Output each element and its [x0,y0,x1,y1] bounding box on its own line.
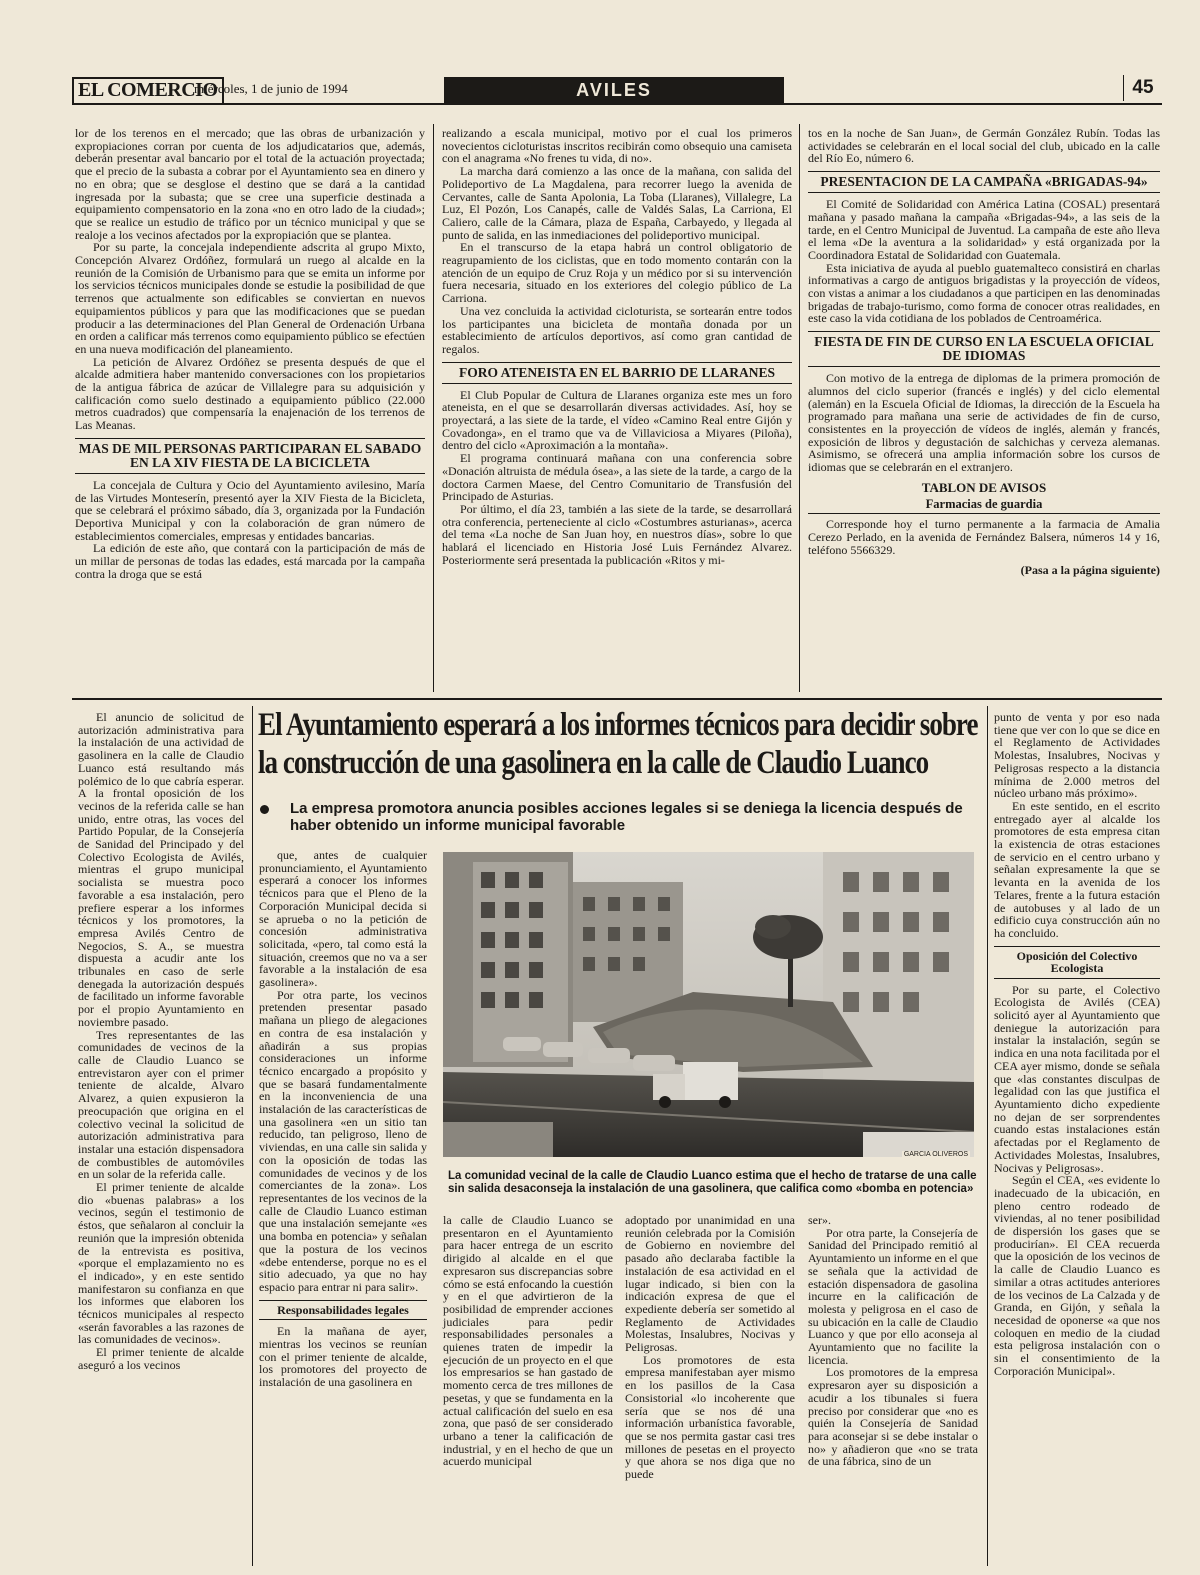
paragraph: En este sentido, en el escrito entregado ayer al alcalde los promotores de esta empresa citan la existencia de otras estaciones de servicio en el centro urbano y señalan expresamente la que se levanta en la avenida de los Telares, frente a la futura estación de autobuses y al lado de un edificio cuya construcción aún no ha concluido. [994,798,1160,940]
continued-note: (Pasa a la página siguiente) [1020,563,1160,578]
column-rule [252,706,253,1566]
top-column-3 [808,127,1160,577]
paragraph: realizando a escala municipal, motivo por el cual los primeros novecientos cicloturistas inscritos recibirán como obsequio una camiseta con el anagrama «No frenes tu vida, di no». [442,126,792,166]
headline-line: El Ayuntamiento esperará a los informes técnicos para decidir sobre [258,707,978,743]
headline-line: la construcción de una gasolinera en la calle de Claudio Luanco [258,745,929,781]
paragraph: La concejala de Cultura y Ocio del Ayuntamiento avilesino, María de las Virtudes Monteserín, presentó ayer la XIV Fiesta de la Bicicleta, que se celebrará el próximo sábado, día 3, organizada por la Fundación Deportiva Municipal y con la colaboración de gran número de establecimientos comerciales, empresas y entidades bancarias. [75,477,425,543]
notice-board-heading: TABLON DE AVISOS [921,479,1047,495]
story-column-6 [994,711,1160,1377]
paragraph: Tres representantes de las comunidades de vecinos de la calle de Claudio Luanco se entrevistaron ayer con el primer teniente de alcalde, Alvaro Alvarez, a quien expusieron la preocupación que origina en el colectivo vecinal la solicitud de autorización administrativa para instalar una estación dispensadora de combustibles de automóviles en un solar de la referida calle. [78,1027,244,1182]
story-column-4 [625,1214,795,1481]
story-column-3 [443,1214,613,1468]
street-photo [443,852,974,1157]
paragraph: Por último, el día 23, también a las siete de la tarde, se desarrollará otra conferencia, perteneciente al ciclo «Costumbres asturianas», acerca del tema «La noche de San Juan hoy, en nuestros días», sobre lo que hablará el licenciado en Historia José Luis Fernández Alvarez. Posteriormente será presentada la publicación «Ritos y mi- [442,501,792,567]
paragraph: Según el CEA, «es evidente lo inadecuado de la ubicación, en pleno centro rodeado de viviendas, al no tener posibilidad de dispersión los gases que se producirían». El CEA recuerda que la oposición de los vecinos de la calle de Claudio Luanco es similar a otras actitudes anteriores de los vecinos de La Calzada y de Granda, en Gijón, y señala la necesidad de oponerse «a que nos coloquen en medio de la ciudad esta peligrosa instalación con o sin el consentimiento de la Corporación Municipal». [994,1173,1160,1378]
column-rule [799,124,800,692]
paragraph: punto de venta y por eso nada tiene que ver con lo que se dice en el Reglamento de Actividades Molestas, Insalubres, Nocivas y Peligrosas respecto a la distancia mínima de 2.000 metros del núcleo urbano más próximo». [994,710,1160,801]
paragraph: El primer teniente de alcalde dio «buenas palabras» a los vecinos, según el testimonio de éstos, que señalaron al concluir la reunión que la impresión obtenida de la entrevista es positiva, «porque el emplazamiento no es el indicado», y en este sentido manifestaron su confianza en que los informes que elaboren los técnicos municipales al respecto «serán favorables a las razones de las comunidades de vecinos». [78,1180,244,1347]
paragraph: La edición de este año, que contará con la participación de más de un millar de personas de todas las edades, está marcada por la campaña contra la droga que se está [75,541,425,581]
paragraph: adoptado por unanimidad en una reunión celebrada por la Comisión de Gobierno en noviembre del pasado año declaraba factible la instalación de esa actividad en el lugar indicado, si bien con la indicación expresa de que el expediente debería ser sometido al Reglamento de Actividades Molestas, Insalubres, Nocivas y Peligrosas. [625,1213,795,1355]
paragraph: El primer teniente de alcalde aseguró a los vecinos [78,1345,244,1372]
section-divider [72,698,1162,700]
article-heading: FORO ATENEISTA EN EL BARRIO DE LLARANES [442,362,792,384]
paragraph: que, antes de cualquier pronunciamiento, el Ayuntamiento esperará a conocer los informes técnicos para que el Pleno de la Corporación Municipal decida si se aprueba o no la petición de concesión administrativa solicitada, «pero, tal como está la situación, creemos que no va a ser favorable a la instalación de esa gasolinera». [259,848,427,990]
pharmacy-heading: Farmacias de guardia [808,498,1160,514]
photo-caption: La comunidad vecinal de la calle de Claudio Luanco estima que el hecho de tratarse de una calle sin salida desaconseja la instalación de una gasolinera, que califica como «bomba en potencia» [448,1170,977,1195]
headline [258,706,978,782]
paragraph: Corresponde hoy el turno permanente a la farmacia de Amalia Cerezo Perlado, en la avenida de Fernández Balsera, números 14 y 16, teléfono 5566329. [808,517,1160,557]
story-column-2 [259,849,427,1389]
paragraph: En el transcurso de la etapa habrá un control obligatorio de reagrupamiento de los ciclistas, que en todo momento contarán con la atención de un equipo de Cruz Roja y un médico por si su intervención fuera necesaria, situado en los exteriores del colegio público de La Carriona. [442,240,792,306]
article-heading: FIESTA DE FIN DE CURSO EN LA ESCUELA OFICIAL DE IDIOMAS [808,331,1160,367]
article-heading: PRESENTACION DE LA CAMPAÑA «BRIGADAS-94» [808,171,1160,193]
story-column-5 [808,1214,978,1468]
subsection-heading: Oposición del Colectivo Ecologista [994,946,1160,979]
paragraph: El Comité de Solidaridad con América Latina (COSAL) presentará mañana y pasado mañana la campaña «Brigadas-94», a las seis de la tarde, en el Centro Municipal de Juventud. La campaña de este año lleva el lema «De la aventura a la solidaridad» y está organizada por la Coordinadora Estatal de Solidaridad con Guatemala. [808,197,1160,262]
photo-credit: GARCIA OLIVEROS [903,1151,968,1157]
top-column-1 [75,127,425,581]
publication-date: miércoles, 1 de junio de 1994 [194,81,348,96]
paragraph: La marcha dará comienzo a las once de la mañana, con salida del Polideportivo de La Magdalena, para recorrer luego la avenida de Cervantes, calle de Santa Apolonia, La Toba (Llaranes), Villalegre, La Luz, El Pozón, Los Canapés, calle de Valdés Salas, La Carriona, El Caliero, calle de la Cámara, plaza de España, Carbayedo, y llegada al punto de salida, en las inmediaciones del polideportivo municipal. [442,164,792,242]
page-number: 45 [1123,75,1162,101]
top-column-2 [442,127,792,567]
paragraph: En la mañana de ayer, mientras los vecinos se reunían con el primer teniente de alcalde, los promotores del proyecto de instalación de una gasolinera en [259,1324,427,1389]
paragraph: El anuncio de solicitud de autorización administrativa para la instalación de una actividad de gasolinera en la calle de Claudio Luanco está resultando más polémico de lo que cabría esperar. A la frontal oposición de los vecinos de la referida calle se han unido, entre otras, las voces del Partido Popular, de la Consejería de Sanidad del Principado y del Colectivo Ecologista de Avilés, mientras el grupo municipal socialista se muestra poco favorable a esa instalación, pero prefiere esperar a los informes técnicos y los promotores, la empresa Avilés Centro de Negocios, S. A., se muestra dispuesta a acudir ante los tribunales en caso de serle denegada la autorización después de facilitado un informe favorable por el propio Ayuntamiento en noviembre pasado. [78,710,244,1029]
column-rule [433,124,434,692]
paragraph: La petición de Alvarez Ordóñez se presenta después de que el alcalde admitiera haber mantenido conversaciones con los propietarios de la antigua fábrica de azúcar de Villalegre para su adquisición y calificación como suelo destinado a equipamiento público (22.000 metros cuadrados) que compensaría la enajenación de los terrenos de Las Meanas. [75,354,425,433]
section-title: AVILES [444,77,784,103]
street-photo-image [443,852,974,1157]
masthead [72,77,1162,105]
paragraph: Por otra parte, los vecinos pretenden presentar pasado mañana un pliego de alegaciones en contra de esa instalación y añadirán a sus propias consideraciones un informe técnico encargado a propósito y que se basará fundamentalmente en la inconveniencia de una instalación de las características de una gasolinera «en un sitio tan reducido, tan peligroso, lleno de viviendas, en una calle sin salida y con la oposición de todas las comunidades de vecinos y de los comerciantes de la zona». Los representantes de los vecinos de la calle de Claudio Luanco estiman que una instalación semejante «es una bomba en potencia» y señalan que la postura de los vecinos «debe entenderse, porque no es el sitio adecuado, ya que no hay espacio para entrar ni para salir». [259,987,427,1294]
paragraph: Con motivo de la entrega de diplomas de la primera promoción de alumnos del ciclo superior (francés e inglés) y del ciclo elemental (alemán) en la Escuela Oficial de Idiomas, la dirección de la Escuela ha programado para mañana una serie de actividades de fin de curso, consistentes en la proyección de vídeos de inglés, alemán y francés, exposición de libros y degustación de salchichas y cerveza alemanas. Asimismo, se ofrecerá una amplia información sobre los cursos de idiomas que se celebrarán en el extranjero. [808,371,1160,475]
story-column-1 [78,711,244,1372]
paragraph: Los promotores de la empresa expresaron ayer su disposición a acudir a los tibunales si fuera preciso por considerar que «no es quién la Consejería de Sanidad para aconsejar si se debe instalar o no» y añadieron que «no se trata de una fábrica, sino de un [808,1365,978,1469]
paragraph: Esta iniciativa de ayuda al pueblo guatemalteco consistirá en charlas informativas a cargo de antiguos brigadistas y la proyección de vídeos, con vistas a animar a los ciudadanos a que participen en las denominadas brigadas de trabajo-turismo, como forma de conocer otras realidades, en este caso la vida cotidiana de los poblados de Centroamérica. [808,260,1160,326]
newspaper-logo: EL COMERCIO [72,77,224,105]
paragraph: El Club Popular de Cultura de Llaranes organiza este mes un foro ateneista, en el que se desarrollarán diversas actividades. Así, hoy se proyectará, a las siete de la tarde, el vídeo «Camino Real entre Gijón y Covadonga», en el tramo que va de Villaviciosa a Miyares (Piloña), dentro del ciclo «Aproximación a la montaña». [442,387,792,453]
bullet-icon [260,805,269,814]
subsection-heading: Responsabilidades legales [259,1300,427,1321]
subheadline [260,800,980,834]
paragraph: la calle de Claudio Luanco se presentaron en el Ayuntamiento para hacer entrega de un escrito dirigido al alcalde en el que expresaron sus discrepancias sobre cómo se está enfocando la cuestión y en el que advirtieron de la posibilidad de emprender acciones judiciales para pedir responsabilidades personales a quienes traten de impedir la ejecución de un proyecto en el que los empresarios se han gastado de momento cerca de tres millones de pesetas, y que se fundamenta en la actual calificación del suelo en esa zona, que pasó de ser considerado urbano a tener la calificación de industrial, y en el hecho de que un acuerdo municipal [443,1213,613,1469]
column-rule [987,706,988,1566]
paragraph: tos en la noche de San Juan», de Germán González Rubín. Todas las actividades se celebrarán en el local social del club, ubicado en la calle del Río Eo, número 6. [808,126,1160,166]
article-heading: MAS DE MIL PERSONAS PARTICIPARAN EL SABADO EN LA XIV FIESTA DE LA BICICLETA [75,438,425,474]
paragraph: lor de los terenos en el mercado; que las obras de urbanización y expropiaciones corran por cuenta de los adjudicatarios que, además, deberán presentar aval bancario por el total de la actuación proyectada; que el precio de la subasta a cobrar por el Ayuntamiento sea en dinero y no en obra; que se desglose el destino que se dará a la cantidad ingresada por la subasta; que se cree una superficie destinada a equipamiento compensatorio en la zona «no en otro lado de la ciudad»; que se realice un estudio de tráfico por un técnico municipal y que se realoje a los vecinos afectados por la expropiación que se plantea. [75,126,425,242]
paragraph: Por otra parte, la Consejería de Sanidad del Principado remitió al Ayuntamiento un informe en el que se señala que la actividad de estación dispensadora de gasolina incurre en la calificación de molesta y peligrosa en el caso de su ubicación en la calle de Claudio Luanco y que por ello aconseja al Ayuntamiento que no facilite la licencia. [808,1225,978,1367]
paragraph: Por su parte, el Colectivo Ecologista de Avilés (CEA) solicitó ayer al Ayuntamiento que deniegue la autorización para instalar la instalación, según se indica en una nota facilitada por el CEA ayer mismo, donde se señala que «las constantes disculpas de legalidad con las que justifica el Ayuntamiento dicho expediente no dejan de ser sorprendentes cuando estas instalaciones están afectadas por el Reglamento de Actividades Molestas, Insalubres, Nocivas y Peligrosas». [994,982,1160,1175]
paragraph: Los promotores de esta empresa manifestaban ayer mismo en los pasillos de la Casa Consistorial «lo incoherente que sería que se nos dé una información urbanística favorable, que se nos permita gastar casi tres millones de pesetas en el proyecto y que ahora se nos diga que no puede [625,1352,795,1482]
paragraph: ser». [808,1213,831,1227]
paragraph: Por su parte, la concejala independiente adscrita al grupo Mixto, Concepción Alvarez Ordóñez, formulará un ruego al alcalde en la reunión de la Comisión de Urbanismo para que se emita un informe por los servicios técnicos municipales donde se estudie la posibilidad de que terrenos que actualmente son edificables se conviertan en nuevos equipamientos públicos y para que las modificaciones que se puedan producir a las determinaciones del Plan General de Ordenación Urbana en orden a calificar más terrenos como equipamiento público se efectúen en una nueva modificación del planeamiento. [75,240,425,356]
subheadline-text: La empresa promotora anuncia posibles acciones legales si se deniega la licencia después de haber obtenido un informe municipal favorable [290,800,963,834]
paragraph: Una vez concluida la actividad cicloturista, se sortearán entre todos los participantes una bicicleta de montaña donada por un establecimiento de artículos deportivos, así como gran cantidad de regalos. [442,303,792,356]
paragraph: El programa continuará mañana con una conferencia sobre «Donación altruista de médula ósea», a las siete de la tarde, a cargo de la doctora Carmen Maese, del Centro Comunitario de Transfusión del Principado de Asturias. [442,451,792,504]
